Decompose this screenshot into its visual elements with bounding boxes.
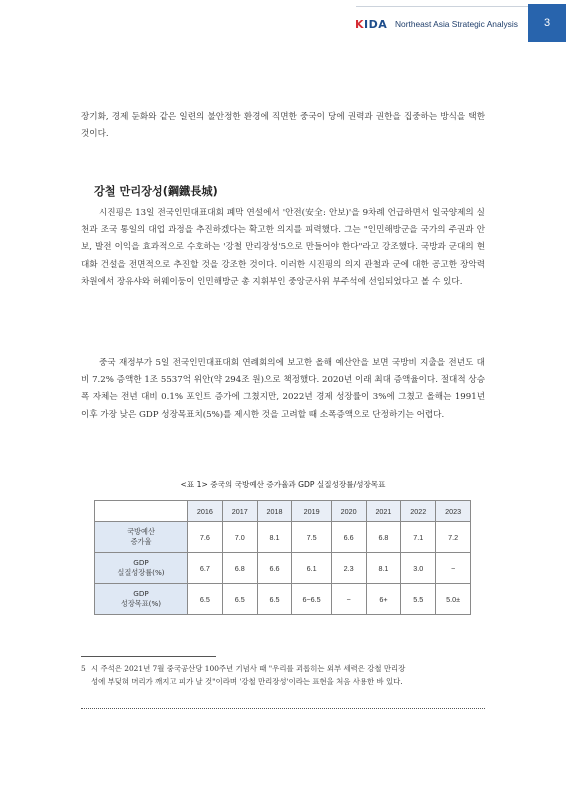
table-cell: 6.5 xyxy=(257,584,292,615)
table-cell: 7.0 xyxy=(222,522,257,553)
footnote-number: 5 xyxy=(81,664,86,673)
footnote xyxy=(81,662,491,688)
table-corner-cell xyxy=(95,501,188,522)
table-cell: 8.1 xyxy=(366,553,401,584)
row-label: GDP 실질성장률(%) xyxy=(95,553,188,584)
table-cell: 5.5 xyxy=(401,584,436,615)
year-header: 2023 xyxy=(436,501,471,522)
table-cell: 5.0± xyxy=(436,584,471,615)
table-cell: 6.8 xyxy=(366,522,401,553)
footnote-divider xyxy=(81,656,216,657)
table-cell: 6+ xyxy=(366,584,401,615)
kida-logo-mark: KIDA xyxy=(355,18,388,31)
table-cell: 6.6 xyxy=(257,553,292,584)
paragraph-intro: 장기화, 경제 둔화와 같은 일련의 불안정한 환경에 직면한 중국이 당에 권력과 권한을 집중하는 방식을 택한 것이다. xyxy=(81,112,485,140)
table-cell: 3.0 xyxy=(401,553,436,584)
footnote-line-2: 성에 부딪혀 머리가 깨지고 피가 날 것"이라며 '강철 만리장성'이라는 표현을 처음 사용한 바 있다. xyxy=(91,677,403,686)
table-cell: 6.1 xyxy=(292,553,331,584)
section-heading: 강철 만리장성(鋼鐵長城) xyxy=(94,184,218,198)
budget-gdp-table xyxy=(94,500,471,615)
series-title: Northeast Asia Strategic Analysis xyxy=(395,19,518,29)
table-cell: 6.6 xyxy=(331,522,366,553)
kida-logo xyxy=(355,18,555,32)
year-header: 2016 xyxy=(188,501,223,522)
page-number-badge: 3 xyxy=(528,4,566,42)
dotted-divider xyxy=(81,708,485,709)
year-header: 2022 xyxy=(401,501,436,522)
table-cell: 7.1 xyxy=(401,522,436,553)
table-cell: 2.3 xyxy=(331,553,366,584)
table-cell: 6~6.5 xyxy=(292,584,331,615)
table-row xyxy=(95,584,471,615)
year-header: 2020 xyxy=(331,501,366,522)
table-header-row xyxy=(95,501,471,522)
table-cell: 6.7 xyxy=(188,553,223,584)
table-cell: 6.8 xyxy=(222,553,257,584)
table-cell: − xyxy=(331,584,366,615)
table-cell: 7.6 xyxy=(188,522,223,553)
paragraph-defense-budget: 중국 재정부가 5일 전국인민대표대회 연례회의에 보고한 올해 예산안을 보면 국방비 지출을 전년도 대비 7.2% 증액한 1조 5537억 위안(약 294조 원)으로 책정했다. 2020년 이래 최대 증액율이다. 절대적 상승 폭 자체는 전년 대비 0.1% 포인트 증가에 그쳤지만, 2022년 경제 성장률이 3%에 그쳤고 올해는 1991년 이후 가장 낮은 GDP 성장목표치(5%)를 제시한 것을 고려할 때 소폭증액으로 단정하기는 어렵다. xyxy=(81,358,485,420)
year-header: 2017 xyxy=(222,501,257,522)
table-cell: − xyxy=(436,553,471,584)
table-row xyxy=(95,553,471,584)
year-header: 2018 xyxy=(257,501,292,522)
table-cell: 8.1 xyxy=(257,522,292,553)
year-header: 2021 xyxy=(366,501,401,522)
paragraph-steel-wall: 시진핑은 13일 전국인민대표대회 폐막 연설에서 '안전(安全: 안보)'을 9차례 언급하면서 일국양제의 실천과 조국 통일의 대업 과정을 추진하겠다는 확고한 의지를 피력했다. 그는 "인민해방군을 국가의 주권과 안보, 발전 이익을 효과적으로 수호하는 '강철 만리장성'5으로 만들어야 한다"라고 강조했다. 국방과 군대의 현대화 건설을 전면적으로 추진할 것을 강조한 것이다. 이러한 시진핑의 의지 관철과 군에 대한 공고한 장악력 차원에서 장유샤와 허웨이둥이 인민해방군 총 지휘부인 중앙군사위 부주석에 선임되었다고 볼 수 있다. xyxy=(81,208,485,287)
table-cell: 7.5 xyxy=(292,522,331,553)
row-label: 국방예산 증가율 xyxy=(95,522,188,553)
table-row xyxy=(95,522,471,553)
table-cell: 6.5 xyxy=(188,584,223,615)
section-heading-hanja: 鋼鐵長城 xyxy=(167,184,213,198)
year-header: 2019 xyxy=(292,501,331,522)
table-caption: <표 1> 중국의 국방예산 증가율과 GDP 실질성장률/성장목표 xyxy=(180,480,386,489)
table-cell: 7.2 xyxy=(436,522,471,553)
footnote-line-1: 5 시 주석은 2021년 7월 중국공산당 100주년 기념사 때 "우리를 괴롭히는 외부 세력은 강철 만리장 xyxy=(81,664,406,673)
row-label: GDP 성장목표(%) xyxy=(95,584,188,615)
table-cell: 6.5 xyxy=(222,584,257,615)
